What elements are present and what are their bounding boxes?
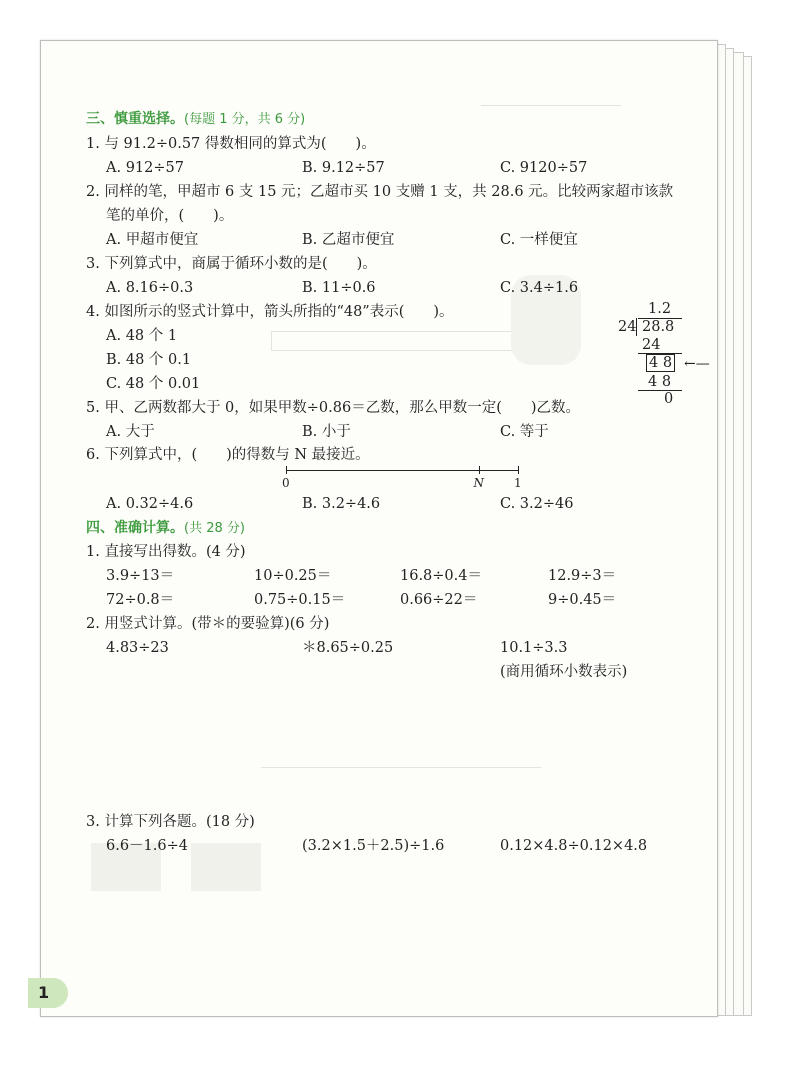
section4-heading [86,519,245,538]
vertical-calc-item: ＊8.65÷0.25 [302,640,394,656]
oral-calc-item: 12.9÷3＝ [548,568,617,584]
oral-calc-item: 9÷0.45＝ [548,592,617,608]
oral-calc-item: 0.75÷0.15＝ [254,592,346,608]
mixed-calc-item: (3.2×1.5＋2.5)÷1.6 [302,838,445,854]
vertical-calc-item: 10.1÷3.3 [500,640,568,656]
number-line-zero: 0 [282,476,290,490]
division-divisor: 24 [618,319,637,335]
q3-4-option-c: C. 48 个 0.01 [106,376,201,392]
q3-5-option-a: A. 大于 [106,424,155,440]
oral-calc-item: 0.66÷22＝ [400,592,478,608]
bleed-through-decoration [261,767,541,769]
q3-6-option-c: C. 3.2÷46 [500,496,574,512]
vertical-calc-item: 4.83÷23 [106,640,169,656]
q3-1-option-c: C. 9120÷57 [500,160,588,176]
q3-6-option-a: A. 0.32÷4.6 [106,496,194,512]
q3-1-option-a: A. 912÷57 [106,160,184,176]
number-line-point-n: N [473,476,485,490]
oral-calc-item: 3.9÷13＝ [106,568,175,584]
section4-subtitle: (共 28 分) [184,521,245,536]
oral-calc-item: 16.8÷0.4＝ [400,568,482,584]
division-boxed-48: 4 8 [646,354,675,372]
division-quotient: 1.2 [648,301,672,317]
q4-1-title: 1. 直接写出得数。(4 分) [86,544,246,560]
q3-2-stem-cont: 笔的单价，( )。 [106,208,234,224]
number-line [282,462,522,492]
oral-calc-item: 72÷0.8＝ [106,592,175,608]
division-line3: 4 8 [648,374,672,390]
division-line1: 24 [642,337,661,353]
q3-1-stem: 1. 与 91.2÷0.57 得数相同的算式为( )。 [86,136,376,152]
section4-title: 四、准确计算。 [86,520,184,536]
q3-4-option-a: A. 48 个 1 [106,328,178,344]
q3-5-option-b: B. 小于 [302,424,351,440]
q3-5-stem: 5. 甲、乙两数都大于 0，如果甲数÷0.86＝乙数，那么甲数一定( )乙数。 [86,400,581,416]
bleed-through-decoration [191,843,261,891]
number-line-one: 1 [514,476,522,490]
q3-3-option-c: C. 3.4÷1.6 [500,280,579,296]
q4-2-title: 2. 用竖式计算。(带＊的要验算)(6 分) [86,616,330,632]
section3-title: 三、慎重选择。 [86,111,184,127]
arrow-icon: ←— [684,356,710,372]
vertical-calc-note: (商用循环小数表示) [500,664,628,680]
division-dividend: 28.8 [642,319,675,335]
bleed-through-decoration [481,105,621,116]
q3-5-option-c: C. 等于 [500,424,549,440]
q3-2-option-a: A. 甲超市便宜 [106,232,199,248]
page-number: 1 [28,978,68,1008]
oral-calc-item: 10÷0.25＝ [254,568,332,584]
q3-3-option-b: B. 11÷0.6 [302,280,376,296]
q3-3-stem: 3. 下列算式中，商属于循环小数的是( )。 [86,256,377,272]
q3-6-stem: 6. 下列算式中，( )的得数与 N 最接近。 [86,447,370,463]
bleed-through-decoration [271,331,533,351]
q3-4-stem: 4. 如图所示的竖式计算中，箭头所指的“48”表示( )。 [86,304,454,320]
q3-2-option-c: C. 一样便宜 [500,232,578,248]
q3-4-option-b: B. 48 个 0.1 [106,352,192,368]
q3-2-option-b: B. 乙超市便宜 [302,232,395,248]
mixed-calc-item: 0.12×4.8÷0.12×4.8 [500,838,648,854]
q3-1-option-b: B. 9.12÷57 [302,160,385,176]
q3-3-option-a: A. 8.16÷0.3 [106,280,194,296]
section3-subtitle: (每题 1 分，共 6 分) [184,112,306,127]
mixed-calc-item: 6.6－1.6÷4 [106,838,188,854]
q4-3-title: 3. 计算下列各题。(18 分) [86,814,255,830]
q3-6-option-b: B. 3.2÷4.6 [302,496,381,512]
q3-2-stem: 2. 同样的笔，甲超市 6 支 15 元；乙超市买 10 支赠 1 支，共 28.6 元。比较两家超市该款 [86,184,674,200]
division-remainder: 0 [664,391,674,407]
section3-heading [86,110,305,129]
long-division-figure [610,298,710,408]
